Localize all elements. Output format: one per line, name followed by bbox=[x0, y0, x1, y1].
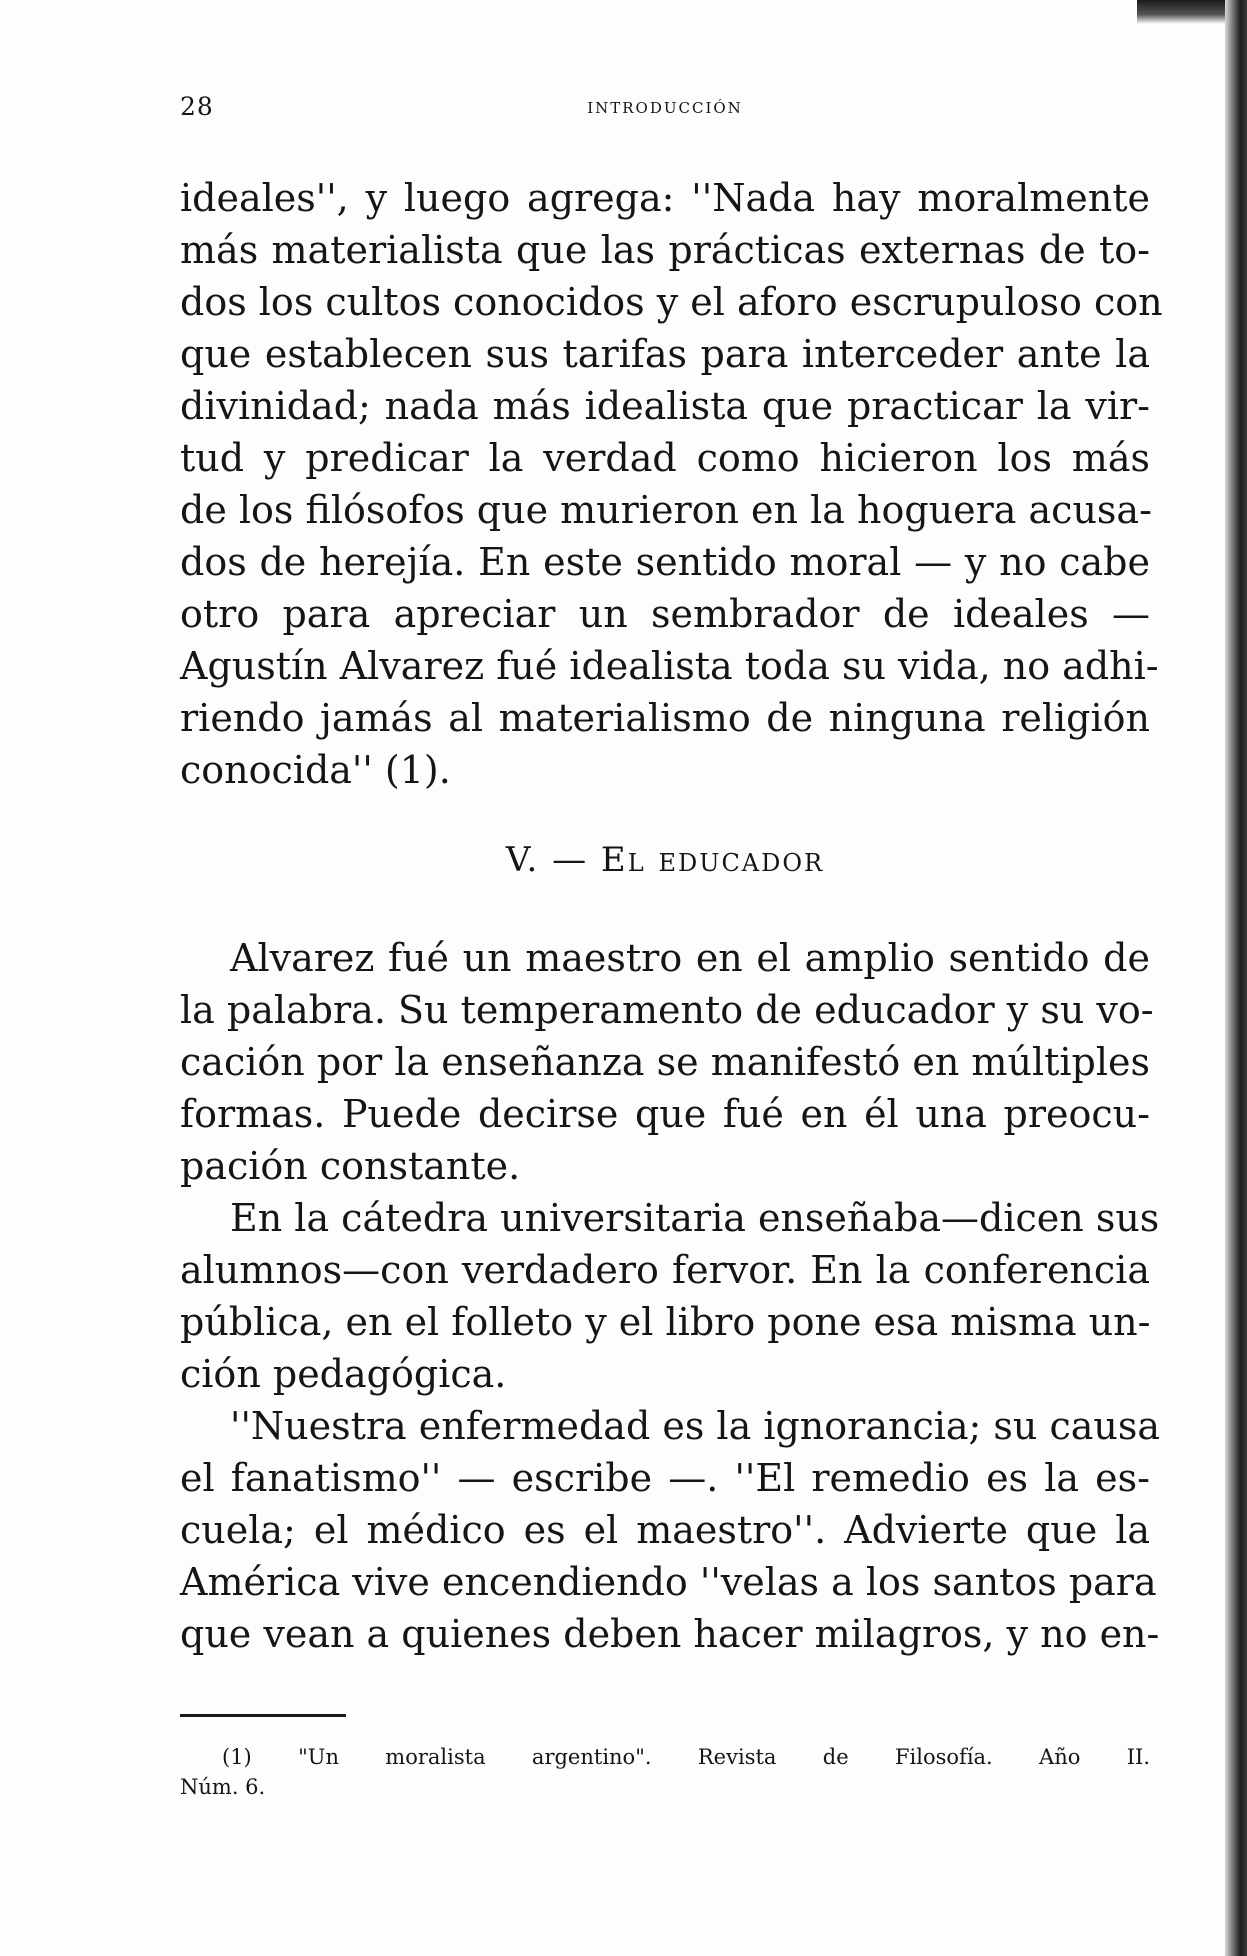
body-text bbox=[180, 172, 1163, 1660]
paragraph bbox=[180, 932, 1154, 1192]
text-line: En la cátedra universitaria enseñaba—dicen sus bbox=[230, 1196, 1160, 1240]
text-line: que vean a quienes deben hacer milagros, y no en- bbox=[180, 1612, 1160, 1656]
running-head bbox=[180, 92, 1150, 128]
text-line: más materialista que las prácticas externas de to- bbox=[180, 228, 1150, 272]
text-line: ción pedagógica. bbox=[180, 1352, 507, 1396]
text-line: el fanatismo'' — escribe —. ''El remedio es la es- bbox=[180, 1456, 1150, 1500]
page-number: 28 bbox=[180, 92, 214, 121]
footnote-line: (1) "Un moralista argentino". Revista de Filosofía. Año II. bbox=[222, 1745, 1150, 1769]
text-line: pación constante. bbox=[180, 1144, 521, 1188]
paragraph-continuation bbox=[180, 172, 1163, 796]
text-line: ''Nuestra enfermedad es la ignorancia; su causa bbox=[230, 1404, 1161, 1448]
text-line: dos los cultos conocidos y el aforo escrupuloso con bbox=[180, 280, 1163, 324]
text-line: tud y predicar la verdad como hicieron los más bbox=[180, 436, 1150, 480]
paragraph bbox=[180, 1192, 1160, 1400]
text-line: que establecen sus tarifas para interceder ante la bbox=[180, 332, 1150, 376]
scan-edge-right bbox=[1225, 0, 1247, 1956]
text-line: América vive encendiendo ''velas a los santos para bbox=[180, 1560, 1157, 1604]
text-line: riendo jamás al materialismo de ninguna religión bbox=[180, 696, 1150, 740]
text-line: cación por la enseñanza se manifestó en múltiples bbox=[180, 1040, 1150, 1084]
text-line: ideales'', y luego agrega: ''Nada hay moralmente bbox=[180, 176, 1150, 220]
footnote-line: Núm. 6. bbox=[180, 1775, 266, 1799]
text-line: Alvarez fué un maestro en el amplio sentido de bbox=[230, 936, 1150, 980]
text-line: divinidad; nada más idealista que practicar la vir- bbox=[180, 384, 1150, 428]
text-line: Agustín Alvarez fué idealista toda su vida, no adhi- bbox=[180, 644, 1159, 688]
text-line: cuela; el médico es el maestro''. Advierte que la bbox=[180, 1508, 1150, 1552]
text-line: de los filósofos que murieron en la hoguera acusa- bbox=[180, 488, 1152, 532]
text-line: dos de herejía. En este sentido moral — y no cabe bbox=[180, 540, 1150, 584]
text-line: pública, en el folleto y el libro pone esa misma un- bbox=[180, 1300, 1151, 1344]
text-line: alumnos—con verdadero fervor. En la conferencia bbox=[180, 1248, 1150, 1292]
text-line: formas. Puede decirse que fué en él una preocu- bbox=[180, 1092, 1150, 1136]
text-line: otro para apreciar un sembrador de ideales — bbox=[180, 592, 1150, 636]
section-heading: V. — El educador bbox=[505, 840, 825, 880]
footnote-divider bbox=[180, 1714, 346, 1717]
text-line: la palabra. Su temperamento de educador y su vo- bbox=[180, 988, 1154, 1032]
running-title: introducción bbox=[587, 94, 743, 119]
paragraph bbox=[180, 1400, 1161, 1660]
text-line: conocida'' (1). bbox=[180, 748, 451, 792]
footnote bbox=[180, 1742, 1150, 1802]
